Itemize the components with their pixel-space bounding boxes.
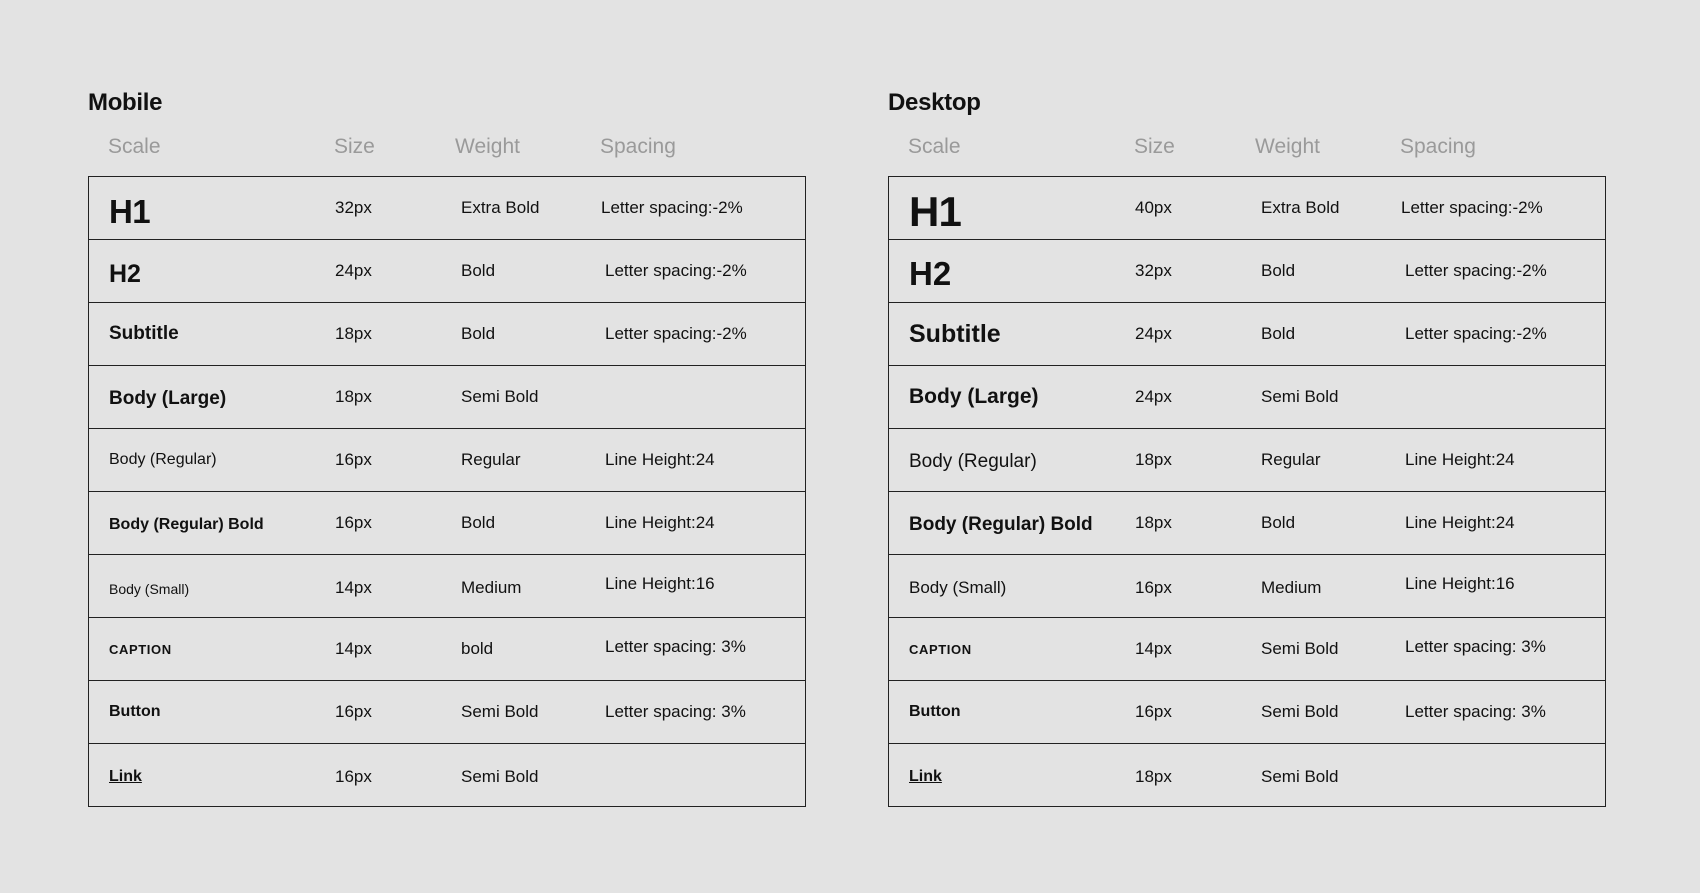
scale-spacing: Line Height:24 [605,513,715,532]
scale-name: H2 [109,259,141,288]
scale-spacing: Letter spacing:-2% [1405,261,1547,280]
table-header [88,130,806,176]
scale-name: Subtitle [909,319,1001,348]
scale-spacing: Line Height:24 [605,450,715,469]
panel-title: Desktop [888,89,981,116]
table-row [89,618,805,681]
scale-weight: Medium [1261,578,1322,597]
scale-size: 32px [335,198,372,217]
scale-weight: Semi Bold [461,387,539,406]
scale-spacing: Letter spacing:-2% [605,261,747,280]
scale-name: Subtitle [109,323,179,344]
scale-weight: Extra Bold [461,198,540,217]
header-scale: Scale [908,135,961,158]
scale-weight: Semi Bold [1261,639,1339,658]
table-row [889,429,1605,492]
table-row [889,366,1605,429]
scale-weight: Semi Bold [1261,702,1339,721]
scale-size: 18px [335,387,372,406]
scale-size: 40px [1135,198,1172,217]
table-row [889,240,1605,303]
scale-size: 16px [335,767,372,786]
scale-spacing: Letter spacing:-2% [1401,198,1543,217]
desktop-typography-panel [888,88,1606,807]
scale-weight: Bold [1261,261,1296,280]
scale-spacing: Letter spacing: 3% [1405,637,1546,656]
scale-spacing: Letter spacing: 3% [1405,702,1546,721]
scale-spacing: Line Height:16 [605,574,715,593]
table-header [888,130,1606,176]
scale-weight: Bold [461,324,496,343]
scale-name: Body (Regular) Bold [109,516,264,533]
header-spacing: Spacing [600,135,676,158]
header-scale: Scale [108,135,161,158]
table-row [89,744,805,806]
scale-name: H2 [909,255,952,292]
scale-weight: Bold [1261,513,1296,532]
typography-table [88,176,806,807]
table-row [89,681,805,744]
header-size: Size [1134,135,1175,158]
scale-name: H1 [109,193,150,230]
table-row [89,429,805,492]
table-row [89,555,805,618]
scale-name: Body (Small) [909,578,1007,597]
header-weight: Weight [1255,135,1320,158]
panel-title: Mobile [88,89,163,116]
table-row [889,618,1605,681]
scale-name: Body (Large) [109,388,227,409]
table-row [89,366,805,429]
header-weight: Weight [455,135,520,158]
scale-size: 16px [335,702,372,721]
scale-name-link: Link [109,768,142,785]
scale-size: 24px [1135,324,1172,343]
table-row [89,492,805,555]
scale-name: Body (Large) [909,385,1039,408]
scale-size: 14px [1135,639,1172,658]
scale-spacing: Line Height:24 [1405,450,1515,469]
table-row [889,303,1605,366]
table-row [889,744,1605,806]
table-row [889,681,1605,744]
scale-size: 16px [1135,578,1172,597]
table-row [889,492,1605,555]
scale-spacing: Letter spacing:-2% [605,324,747,343]
scale-spacing: Letter spacing: 3% [605,637,746,656]
header-size: Size [334,135,375,158]
scale-name: Body (Regular) [909,451,1037,472]
scale-name: Button [909,703,961,720]
scale-size: 18px [335,324,372,343]
scale-name: CAPTION [909,641,972,657]
scale-size: 18px [1135,513,1172,532]
scale-name: Body (Regular) [109,451,217,468]
scale-size: 14px [335,639,372,658]
scale-weight: Medium [461,578,522,597]
scale-name: H1 [909,188,962,235]
table-row [89,303,805,366]
scale-size: 24px [1135,387,1172,406]
scale-name: Body (Small) [109,581,190,597]
scale-weight: Regular [1261,450,1321,469]
header-spacing: Spacing [1400,135,1476,158]
scale-weight: bold [461,639,494,658]
scale-name: Body (Regular) Bold [909,514,1093,535]
scale-size: 14px [335,578,372,597]
scale-weight: Bold [461,261,496,280]
scale-weight: Semi Bold [461,702,539,721]
table-row [89,177,805,240]
table-row [89,240,805,303]
scale-weight: Semi Bold [1261,387,1339,406]
scale-weight: Semi Bold [461,767,539,786]
scale-size: 16px [335,450,372,469]
scale-size: 16px [1135,702,1172,721]
scale-weight: Bold [461,513,496,532]
scale-size: 24px [335,261,372,280]
scale-name-link: Link [909,768,942,785]
scale-size: 18px [1135,450,1172,469]
scale-size: 32px [1135,261,1172,280]
scale-weight: Extra Bold [1261,198,1340,217]
scale-spacing: Line Height:16 [1405,574,1515,593]
scale-size: 18px [1135,767,1172,786]
scale-size: 16px [335,513,372,532]
typography-table [888,176,1606,807]
scale-weight: Regular [461,450,521,469]
mobile-typography-panel [88,88,806,807]
scale-weight: Semi Bold [1261,767,1339,786]
scale-weight: Bold [1261,324,1296,343]
scale-spacing: Letter spacing:-2% [1405,324,1547,343]
table-row [889,555,1605,618]
scale-name: Button [109,703,161,720]
scale-spacing: Letter spacing:-2% [601,198,743,217]
scale-spacing: Line Height:24 [1405,513,1515,532]
scale-name: CAPTION [109,641,172,657]
table-row [889,177,1605,240]
scale-spacing: Letter spacing: 3% [605,702,746,721]
